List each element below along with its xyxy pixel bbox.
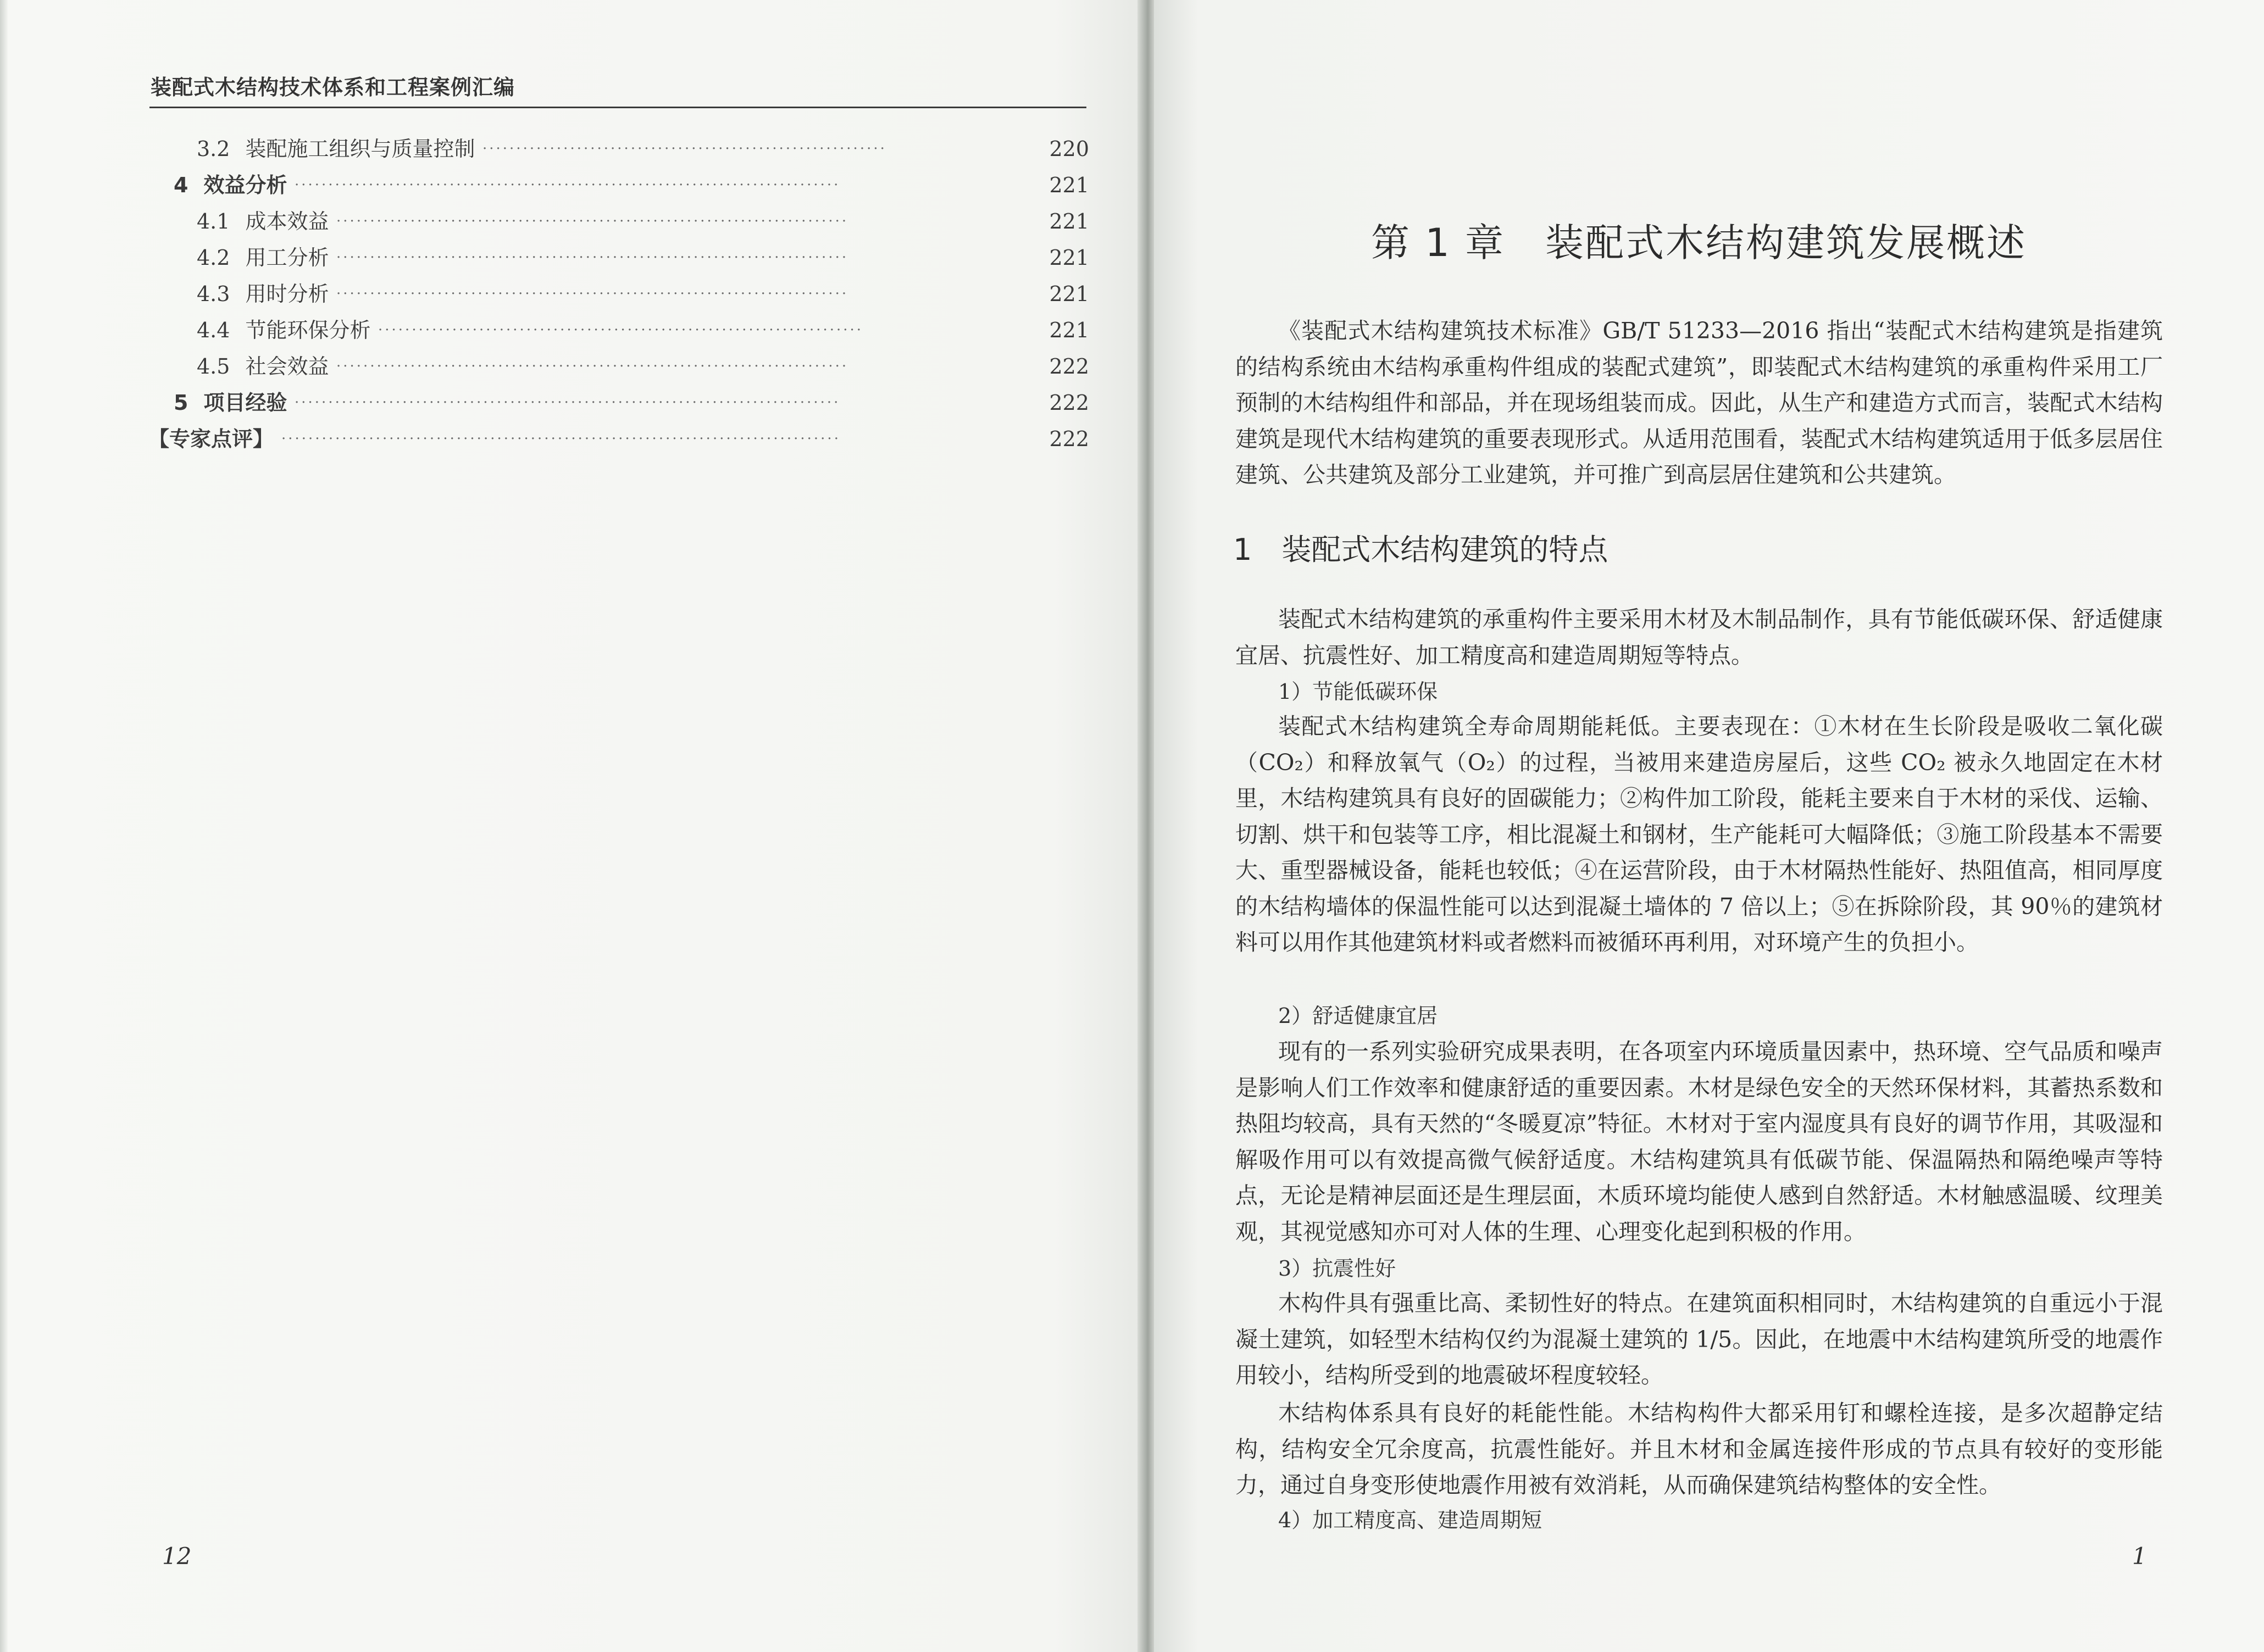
subsection-paragraph-3b: 木结构体系具有良好的耗能性能。木结构构件大都采用钉和螺栓连接，是多次超静定结构，结构安全冗余度高，抗震性能好。并且木材和金属连接件形成的节点具有较好的变形能力，通过自身变形使地震作用被有效消耗，从而确保建筑结构整体的安全性。	[1235, 1400, 2163, 1498]
toc-entry-label	[197, 348, 329, 385]
toc-entry-label	[197, 240, 329, 276]
header-rule	[149, 107, 1086, 108]
subsection-heading-1: 1）节能低碳环保	[1278, 680, 1438, 704]
toc-entry-title: 用工分析	[245, 246, 329, 270]
chapter-intro-paragraph: 《装配式木结构建筑技术标准》GB/T 51233—2016 指出“装配式木结构建筑是指建筑的结构系统由木结构承重构件组成的装配式建筑”，即装配式木结构建筑的承重构件采用工厂预制的木结构组件和部品，并在现场组装而成。因此，从生产和建造方式而言，装配式木结构建筑是现代木结构建筑的重要表现形式。从适用范围看，装配式木结构建筑适用于低多层居住建筑、公共建筑及部分工业建筑，并可推广到高层居住建筑和公共建筑。	[1235, 318, 2163, 488]
section-intro-paragraph: 装配式木结构建筑的承重构件主要采用木材及木制品制作，具有节能低碳环保、舒适健康宜居、抗震性好、加工精度高和建造周期短等特点。	[1235, 606, 2163, 669]
toc-dot-leader: ············································································	[336, 286, 849, 302]
running-header: 装配式木结构技术体系和工程案例汇编	[151, 75, 515, 99]
toc-entry-title: 装配施工组织与质量控制	[245, 137, 475, 161]
toc-entry-page: 221	[1049, 282, 1089, 306]
toc-entry-number: 5	[174, 391, 188, 415]
toc-entry-number: 4.5	[197, 354, 230, 379]
toc-entry-title: 【专家点评】	[148, 427, 274, 451]
toc-entry-number: 4.2	[197, 246, 230, 270]
toc-entry-page: 221	[1049, 209, 1089, 233]
toc-dot-leader: ·················································································	[295, 177, 841, 193]
toc-entry-number: 4.4	[197, 318, 230, 342]
toc-entry-label	[197, 312, 370, 348]
toc-entry	[148, 240, 1089, 276]
toc-dot-leader: ········································································	[378, 322, 864, 338]
section-heading: 1 装配式木结构建筑的特点	[1233, 532, 1608, 567]
toc-dot-leader: ············································································	[336, 358, 849, 375]
toc-entry	[148, 421, 1089, 457]
page-edge-shadow	[0, 0, 8, 1652]
toc-dot-leader: ·················································································	[295, 394, 841, 411]
toc-entry	[148, 167, 1089, 203]
toc-entry-label	[148, 421, 274, 457]
page-number-right: 1	[2132, 1543, 2147, 1570]
toc-entry-number: 4.1	[197, 209, 230, 233]
toc-entry-title: 社会效益	[245, 354, 329, 379]
toc-entry	[148, 276, 1089, 312]
toc-entry-label	[197, 276, 329, 312]
toc-entry-title: 成本效益	[245, 209, 329, 233]
toc-dot-leader: ············································································	[336, 213, 849, 230]
toc-entry-label	[197, 203, 329, 240]
toc-entry-number: 4.3	[197, 282, 230, 306]
toc-dot-leader: ············································································	[336, 249, 849, 266]
subsection-heading-2: 2）舒适健康宜居	[1278, 1004, 1438, 1028]
toc-entry	[148, 385, 1089, 421]
toc-entry-page: 222	[1049, 391, 1089, 415]
toc-entry-page: 221	[1049, 318, 1089, 342]
toc-entry-page: 221	[1049, 173, 1089, 197]
toc-entry-label	[174, 385, 287, 421]
subsection-paragraph-1: 装配式木结构建筑全寿命周期能耗低。主要表现在：①木材在生长阶段是吸收二氧化碳（CO₂）和释放氧气（O₂）的过程，当被用来建造房屋后，这些 CO₂ 被永久地固定在木材里，木结构建筑具有良好的固碳能力；②构件加工阶段，能耗主要来自于木材的采伐、运输、切割、烘干和包装等工序，相比混凝土和钢材，生产能耗可大幅降低；③施工阶段基本不需要大、重型器械设备，能耗也较低；④在运营阶段，由于木材隔热性能好、热阻值高，相同厚度的木结构墙体的保温性能可以达到混凝土墙体的 7 倍以上；⑤在拆除阶段，其 90％的建筑材料可以用作其他建筑材料或者燃料而被循环再利用，对环境产生的负担小。	[1235, 713, 2163, 955]
subsection-heading-3: 3）抗震性好	[1278, 1256, 1396, 1281]
page-number-left: 12	[162, 1543, 192, 1570]
toc-entry-page: 221	[1049, 246, 1089, 270]
toc-entry	[148, 348, 1089, 385]
subsection-paragraph-2: 现有的一系列实验研究成果表明，在各项室内环境质量因素中，热环境、空气品质和噪声是影响人们工作效率和健康舒适的重要因素。木材是绿色安全的天然环保材料，其蓄热系数和热阻均较高，具有天然的“冬暖夏凉”特征。木材对于室内湿度具有良好的调节作用，其吸湿和解吸作用可以有效提高微气候舒适度。木结构建筑具有低碳节能、保温隔热和隔绝噪声等特点，无论是精神层面还是生理层面，木质环境均能使人感到自然舒适。木材触感温暖、纹理美观，其视觉感知亦可对人体的生理、心理变化起到积极的作用。	[1235, 1038, 2163, 1245]
subsection-paragraph-3a: 木构件具有强重比高、柔韧性好的特点。在建筑面积相同时，木结构建筑的自重远小于混凝土建筑，如轻型木结构仅约为混凝土建筑的 1/5。因此，在地震中木结构建筑所受的地震作用较小，结构所受到的地震破坏程度较轻。	[1235, 1290, 2163, 1388]
toc-entry-page: 222	[1049, 354, 1089, 379]
table-of-contents	[148, 131, 1089, 457]
toc-entry-title: 效益分析	[203, 173, 287, 197]
toc-entry-title: 节能环保分析	[245, 318, 371, 342]
toc-entry	[148, 203, 1089, 240]
toc-entry-label	[197, 131, 475, 167]
subsection-heading-4: 4）加工精度高、建造周期短	[1278, 1508, 1542, 1532]
toc-entry	[148, 312, 1089, 348]
toc-dot-leader: ···················································································	[281, 431, 841, 447]
toc-entry-title: 用时分析	[245, 282, 329, 306]
chapter-title: 第 1 章 装配式木结构建筑发展概述	[1371, 220, 2027, 265]
toc-entry-page: 222	[1049, 427, 1089, 451]
toc-entry-number: 4	[174, 173, 188, 197]
toc-entry-title: 项目经验	[203, 391, 287, 415]
toc-entry-page: 220	[1049, 137, 1089, 161]
toc-entry-number: 3.2	[197, 137, 230, 161]
toc-dot-leader: ····························································	[482, 141, 887, 157]
toc-entry	[148, 131, 1089, 167]
toc-entry-label	[174, 167, 287, 203]
